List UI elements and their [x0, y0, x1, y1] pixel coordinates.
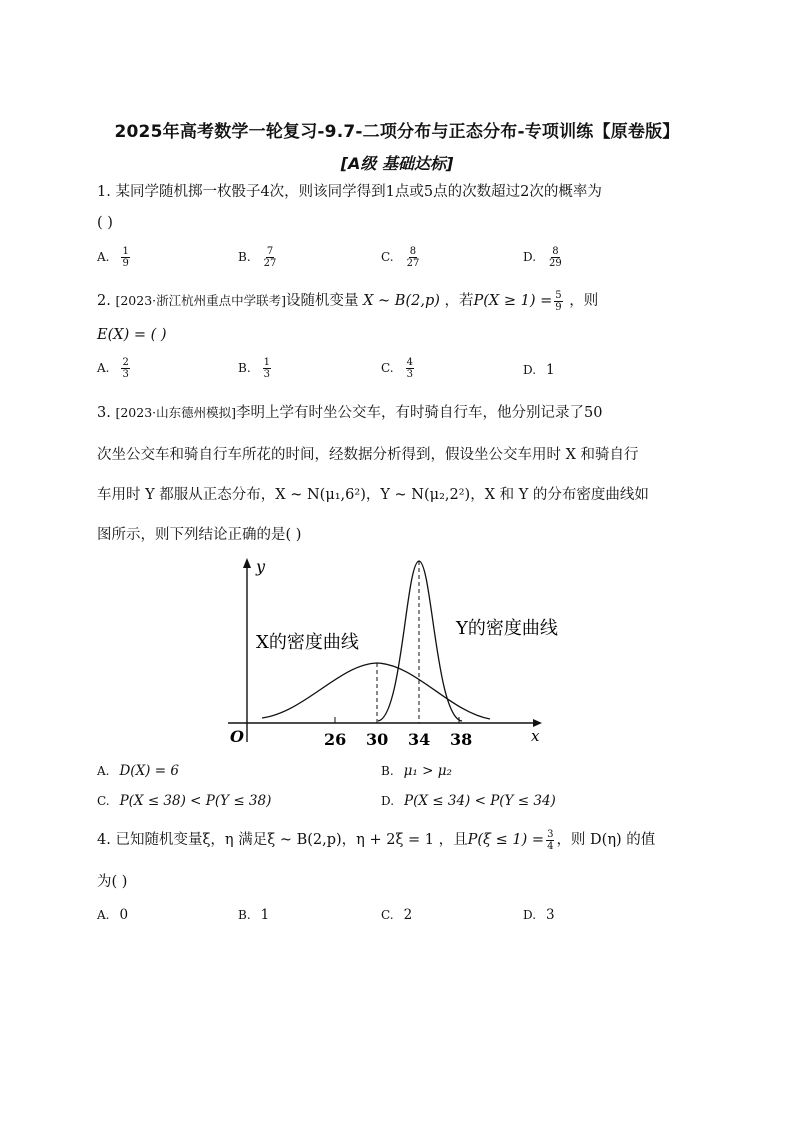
- q3-stem-line2: 次坐公交车和骑自行车所花的时间，经数据分析得到，假设坐公交车用时 X 和骑自行: [97, 447, 639, 463]
- q4-option-b: B. 1: [238, 907, 270, 923]
- q3-stem-line4: 图所示，则下列结论正确的是( ): [97, 527, 302, 543]
- q2-option-b: B. $\frac{1}{3}$: [238, 357, 271, 380]
- q1-option-b: B. $\frac{7}{27}$: [238, 246, 277, 269]
- q3-stem-line1: 3. [2023·山东德州模拟]李明上学有时坐公交车，有时骑自行车，他分别记录了50: [97, 405, 603, 421]
- q4-option-a: A. 0: [97, 907, 129, 923]
- q2-source: [2023·浙江杭州重点中学联考]: [115, 293, 286, 308]
- q2-option-c: C. $\frac{4}{3}$: [381, 357, 413, 380]
- q3-option-b: B. μ₁ > μ₂: [381, 763, 452, 779]
- q3-stem-line3: 车用时 Y 都服从正态分布，X ~ N(μ₁,6²)，Y ~ N(μ₂,2²)，X 和 Y 的分布密度曲线如: [97, 487, 649, 503]
- q4-stem: 4. 已知随机变量ξ，η 满足ξ ~ B(2,p)，η + 2ξ = 1 ，且P(ξ ≤ 1) = $\frac{3}{4}$ ，则 D(η) 的值: [97, 828, 656, 852]
- page-title: 2025年高考数学一轮复习-9.7-二项分布与正态分布-专项训练【原卷版】: [114, 122, 680, 142]
- y-density-curve: [378, 561, 462, 721]
- x-density-curve: [262, 663, 490, 719]
- tick-label-34: 34: [408, 730, 431, 749]
- y-axis-arrow: [243, 558, 251, 568]
- q3-option-a: A. D(X) = 6: [97, 763, 179, 779]
- density-curves-figure: [220, 552, 560, 752]
- q3-option-c: C. P(X ≤ 38) < P(Y ≤ 38): [97, 793, 272, 809]
- x-axis-label: x: [531, 727, 540, 745]
- q2-option-a: A. $\frac{2}{3}$: [97, 357, 129, 380]
- q1-option-c: C. $\frac{8}{27}$: [381, 246, 420, 269]
- origin-label: O: [230, 727, 244, 746]
- tick-label-30: 30: [366, 730, 389, 749]
- q1-answer-paren: ( ): [97, 215, 113, 231]
- q4-option-d: D. 3: [523, 907, 555, 923]
- section-heading: [A级 基础达标]: [340, 154, 454, 173]
- y-curve-label: Y的密度曲线: [456, 618, 558, 639]
- tick-label-38: 38: [450, 730, 473, 749]
- tick-label-26: 26: [324, 730, 347, 749]
- q3-source: [2023·山东德州模拟]: [115, 405, 236, 420]
- q2-option-d: D. 1: [523, 362, 555, 378]
- y-axis-label: y: [256, 557, 266, 576]
- q2-stem: 2. [2023·浙江杭州重点中学联考]设随机变量 X ~ B(2,p) ，若P(X ≥ 1) = $\frac{5}{9}$ ，则: [97, 289, 599, 313]
- q1-stem: 1. 某同学随机掷一枚骰子4次，则该同学得到1点或5点的次数超过2次的概率为: [97, 184, 602, 200]
- x-axis-arrow: [533, 719, 542, 727]
- q2-stem-line2: E(X) = ( ): [97, 327, 167, 343]
- x-curve-label: X的密度曲线: [256, 632, 359, 653]
- q4-option-c: C. 2: [381, 907, 413, 923]
- q3-option-d: D. P(X ≤ 34) < P(Y ≤ 34): [381, 793, 556, 809]
- q1-option-a: A. $\frac{1}{9}$: [97, 246, 129, 269]
- q4-stem-line2: 为( ): [97, 874, 128, 890]
- q1-option-d: D. $\frac{8}{29}$: [523, 246, 562, 269]
